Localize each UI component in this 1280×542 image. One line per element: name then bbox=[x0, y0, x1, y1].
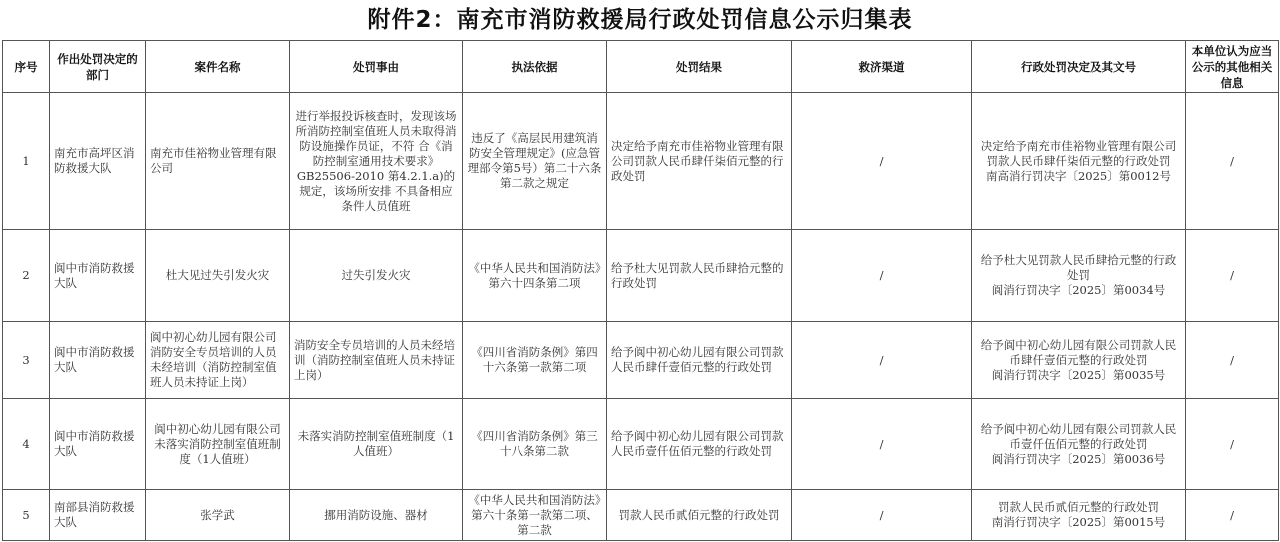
header-cell: 本单位认为应当公示的其他相关信息 bbox=[1186, 41, 1279, 93]
cell-other: / bbox=[1186, 230, 1279, 322]
cell-basis: 《中华人民共和国消防法》第六十条第一款第二项、第二款 bbox=[463, 490, 607, 541]
cell-decision: 给予阆中初心幼儿园有限公司罚款人民币肆仟壹佰元整的行政处罚 阆消行罚决字〔2025〕第0035号 bbox=[972, 322, 1186, 399]
page-title: 附件2：南充市消防救援局行政处罚信息公示归集表 bbox=[367, 7, 913, 33]
cell-reason: 进行举报投诉核查时，发现该场所消防控制室值班人员未取得消防设施操作员证，不符 合《消防控制室通用技术要求》GB25506-2010 第4.2.1.a)的规定，该场所安排 不具备相应条件人员值班 bbox=[290, 93, 463, 230]
cell-other: / bbox=[1186, 322, 1279, 399]
header-cell: 案件名称 bbox=[146, 41, 290, 93]
cell-basis: 《四川省消防条例》第三十八条第二款 bbox=[463, 399, 607, 490]
cell-remedy: / bbox=[792, 93, 972, 230]
cell-no: 4 bbox=[3, 399, 50, 490]
cell-reason: 过失引发火灾 bbox=[290, 230, 463, 322]
cell-dept: 南部县消防救援大队 bbox=[50, 490, 146, 541]
cell-decision: 决定给予南充市佳裕物业管理有限公司罚款人民币肆仟柒佰元整的行政处罚 南高消行罚决字〔2025〕第0012号 bbox=[972, 93, 1186, 230]
cell-other: / bbox=[1186, 93, 1279, 230]
table-row bbox=[3, 322, 1279, 399]
header-cell: 序号 bbox=[3, 41, 50, 93]
table-row bbox=[3, 399, 1279, 490]
cell-reason: 挪用消防设施、器材 bbox=[290, 490, 463, 541]
cell-no: 2 bbox=[3, 230, 50, 322]
cell-no: 1 bbox=[3, 93, 50, 230]
header-cell: 救济渠道 bbox=[792, 41, 972, 93]
table-row bbox=[3, 230, 1279, 322]
cell-remedy: / bbox=[792, 322, 972, 399]
cell-reason: 消防安全专员培训的人员未经培训（消防控制室值班人员未持证上岗） bbox=[290, 322, 463, 399]
cell-case: 南充市佳裕物业管理有限公司 bbox=[146, 93, 290, 230]
cell-basis: 违反了《高层民用建筑消防安全管理规定》(应急管 理部令第5号）第二十六条第二款之规定 bbox=[463, 93, 607, 230]
header-cell: 行政处罚决定及其文号 bbox=[972, 41, 1186, 93]
cell-decision: 给予阆中初心幼儿园有限公司罚款人民币壹仟伍佰元整的行政处罚 阆消行罚决字〔2025〕第0036号 bbox=[972, 399, 1186, 490]
cell-result: 决定给予南充市佳裕物业管理有限公司罚款人民币肆仟柒佰元整的行政处罚 bbox=[607, 93, 792, 230]
cell-other: / bbox=[1186, 399, 1279, 490]
cell-other: / bbox=[1186, 490, 1279, 541]
cell-case: 张学武 bbox=[146, 490, 290, 541]
header-cell: 执法依据 bbox=[463, 41, 607, 93]
cell-result: 给予杜大见罚款人民币肆拾元整的行政处罚 bbox=[607, 230, 792, 322]
header-cell: 处罚结果 bbox=[607, 41, 792, 93]
table-header-row bbox=[3, 41, 1279, 93]
cell-dept: 南充市高坪区消防救援大队 bbox=[50, 93, 146, 230]
cell-result: 给予阆中初心幼儿园有限公司罚款人民币壹仟伍佰元整的行政处罚 bbox=[607, 399, 792, 490]
table-row bbox=[3, 93, 1279, 230]
cell-no: 5 bbox=[3, 490, 50, 541]
cell-dept: 阆中市消防救援大队 bbox=[50, 230, 146, 322]
cell-no: 3 bbox=[3, 322, 50, 399]
cell-remedy: / bbox=[792, 230, 972, 322]
header-cell: 处罚事由 bbox=[290, 41, 463, 93]
cell-case: 杜大见过失引发火灾 bbox=[146, 230, 290, 322]
cell-case: 阆中初心幼儿园有限公司未落实消防控制室值班制度（1人值班） bbox=[146, 399, 290, 490]
cell-result: 给予阆中初心幼儿园有限公司罚款人民币肆仟壹佰元整的行政处罚 bbox=[607, 322, 792, 399]
header-cell: 作出处罚决定的部门 bbox=[50, 41, 146, 93]
cell-remedy: / bbox=[792, 399, 972, 490]
cell-basis: 《中华人民共和国消防法》第六十四条第二项 bbox=[463, 230, 607, 322]
penalty-table bbox=[2, 40, 1279, 541]
cell-result: 罚款人民币贰佰元整的行政处罚 bbox=[607, 490, 792, 541]
cell-dept: 阆中市消防救援大队 bbox=[50, 322, 146, 399]
cell-reason: 未落实消防控制室值班制度（1人值班） bbox=[290, 399, 463, 490]
cell-remedy: / bbox=[792, 490, 972, 541]
cell-dept: 阆中市消防救援大队 bbox=[50, 399, 146, 490]
cell-decision: 罚款人民币贰佰元整的行政处罚 南消行罚决字〔2025〕第0015号 bbox=[972, 490, 1186, 541]
cell-decision: 给予杜大见罚款人民币肆拾元整的行政处罚 阆消行罚决字〔2025〕第0034号 bbox=[972, 230, 1186, 322]
table-row bbox=[3, 490, 1279, 541]
cell-basis: 《四川省消防条例》第四十六条第一款第二项 bbox=[463, 322, 607, 399]
cell-case: 阆中初心幼儿园有限公司消防安全专员培训的人员未经培训（消防控制室值班人员未持证上岗） bbox=[146, 322, 290, 399]
